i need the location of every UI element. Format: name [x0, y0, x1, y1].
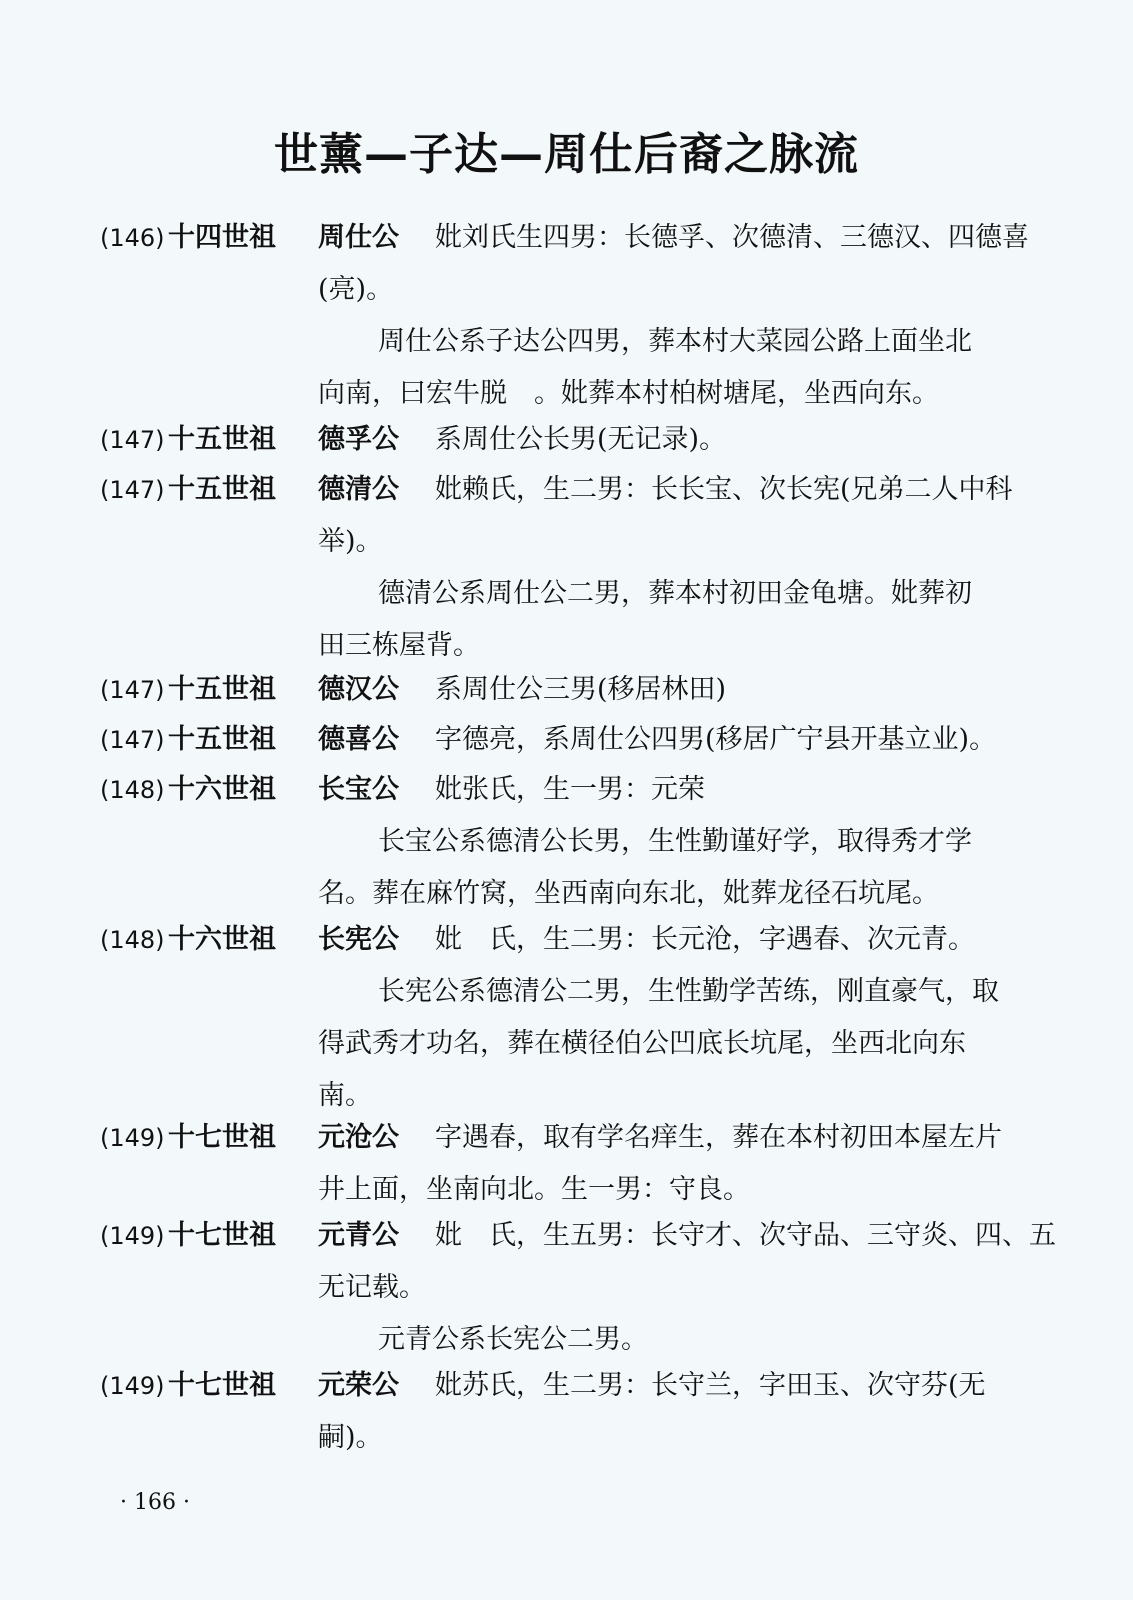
biography-line: 得武秀才功名，葬在横径伯公凹底长坑尾，坐西北向东	[318, 1028, 966, 1059]
ancestor-name: 元沧公	[318, 1122, 399, 1153]
entry-number: (147)	[100, 676, 165, 704]
entry-number: (146)	[100, 224, 165, 252]
generation-label: 十六世祖	[168, 774, 276, 805]
entry-description: 妣 氏，生二男：长元沧，字遇春、次元青。	[435, 924, 975, 955]
biography-line: 名。葬在麻竹窝，坐西南向东北，妣葬龙径石坑尾。	[318, 878, 939, 909]
entry-number: (147)	[100, 726, 165, 754]
description-continued: 无记载。	[318, 1272, 426, 1303]
biography-line: 南。	[318, 1080, 372, 1111]
biography-line: 德清公系周仕公二男，葬本村初田金龟塘。妣葬初	[378, 578, 972, 609]
entry-description: 字遇春，取有学名痒生，葬在本村初田本屋左片	[435, 1122, 1002, 1153]
ancestor-name: 德喜公	[318, 724, 399, 755]
entry-number: (147)	[100, 476, 165, 504]
ancestor-name: 元青公	[318, 1220, 399, 1251]
entry-description: 妣赖氏，生二男：长长宝、次长宪(兄弟二人中科	[435, 474, 1013, 505]
biography-line: 长宝公系德清公长男，生性勤谨好学，取得秀才学	[378, 826, 972, 857]
genealogy-entry	[100, 1360, 1060, 1464]
entry-description: 系周仕公三男(移居林田)	[435, 674, 727, 705]
generation-label: 十七世祖	[168, 1122, 276, 1153]
genealogy-entry	[100, 212, 1060, 420]
generation-label: 十五世祖	[168, 724, 276, 755]
entry-description: 妣刘氏生四男：长德孚、次德清、三德汉、四德喜	[435, 222, 1029, 253]
entry-description: 妣张氏，生一男：元荣	[435, 774, 705, 805]
genealogy-entry	[100, 464, 1060, 672]
genealogy-entry	[100, 764, 1060, 920]
entry-number: (148)	[100, 926, 165, 954]
entry-description: 妣苏氏，生二男：长守兰，字田玉、次守芬(无	[435, 1370, 986, 1401]
generation-label: 十七世祖	[168, 1220, 276, 1251]
genealogy-entry	[100, 714, 1060, 766]
genealogy-entry	[100, 1210, 1060, 1366]
biography-line: 长宪公系德清公二男，生性勤学苦练，刚直豪气，取	[378, 976, 999, 1007]
page-number: · 166 ·	[120, 1490, 190, 1515]
entry-description: 系周仕公长男(无记录)。	[435, 424, 727, 455]
description-continued: 举)。	[318, 526, 383, 557]
ancestor-name: 长宪公	[318, 924, 399, 955]
genealogy-entry	[100, 914, 1060, 1122]
biography-line: 田三栋屋背。	[318, 630, 480, 661]
generation-label: 十五世祖	[168, 674, 276, 705]
generation-label: 十四世祖	[168, 222, 276, 253]
ancestor-name: 长宝公	[318, 774, 399, 805]
entry-description: 字德亮，系周仕公四男(移居广宁县开基立业)。	[435, 724, 997, 755]
entry-number: (147)	[100, 426, 165, 454]
biography-line: 元青公系长宪公二男。	[378, 1324, 648, 1355]
ancestor-name: 元荣公	[318, 1370, 399, 1401]
generation-label: 十六世祖	[168, 924, 276, 955]
biography-line: 向南，曰宏牛脱 。妣葬本村柏树塘尾，坐西向东。	[318, 378, 939, 409]
biography-line: 周仕公系子达公四男，葬本村大菜园公路上面坐北	[378, 326, 972, 357]
genealogy-entry	[100, 1112, 1060, 1216]
description-continued: 井上面，坐南向北。生一男：守良。	[318, 1174, 750, 1205]
generation-label: 十五世祖	[168, 424, 276, 455]
entry-description: 妣 氏，生五男：长守才、次守品、三守炎、四、五	[435, 1220, 1056, 1251]
description-continued: (亮)。	[318, 274, 394, 305]
entry-number: (148)	[100, 776, 165, 804]
page-title: 世薰—子达—周仕后裔之脉流	[274, 129, 859, 180]
ancestor-name: 德汉公	[318, 674, 399, 705]
genealogy-entry	[100, 664, 1060, 716]
entry-number: (149)	[100, 1372, 165, 1400]
entry-number: (149)	[100, 1222, 165, 1250]
generation-label: 十七世祖	[168, 1370, 276, 1401]
ancestor-name: 德清公	[318, 474, 399, 505]
generation-label: 十五世祖	[168, 474, 276, 505]
ancestor-name: 周仕公	[318, 222, 399, 253]
description-continued: 嗣)。	[318, 1422, 383, 1453]
ancestor-name: 德孚公	[318, 424, 399, 455]
entry-number: (149)	[100, 1124, 165, 1152]
genealogy-entry	[100, 414, 1060, 466]
